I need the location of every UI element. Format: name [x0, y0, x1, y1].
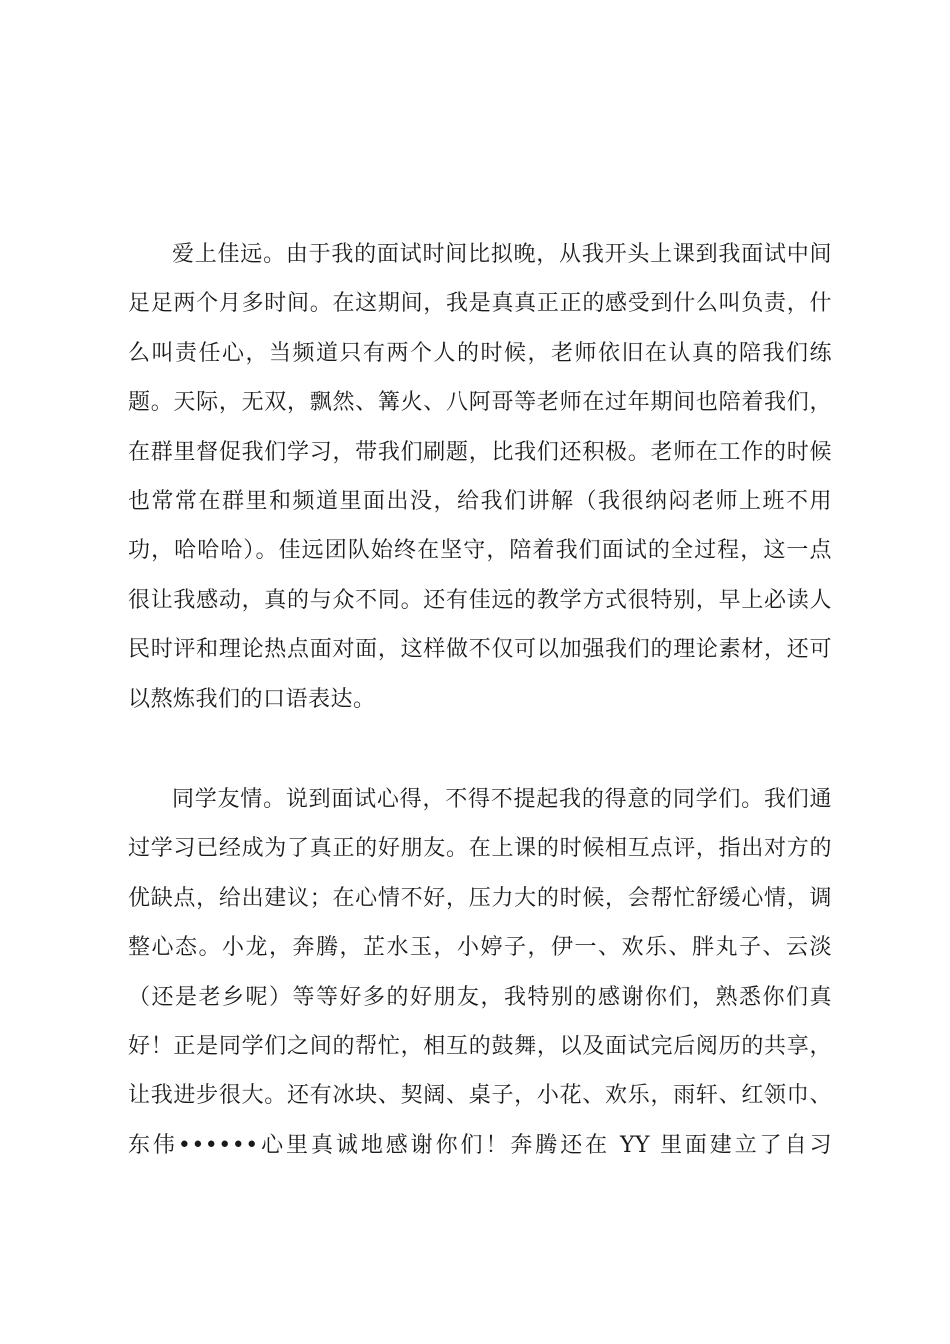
paragraph-1 — [128, 230, 832, 724]
paragraph-line: 整心态。小龙，奔腾，芷水玉，小婷子，伊一、欢乐、胖丸子、云淡 — [128, 935, 832, 961]
paragraph-line: 以熬炼我们的口语表达。 — [128, 686, 376, 712]
paragraph-line: 功，哈哈哈）。佳远团队始终在坚守，陪着我们面试的全过程，这一点 — [128, 538, 832, 564]
paragraph-line: 题。天际，无双，飘然、篝火、八阿哥等老师在过年期间也陪着我们， — [128, 390, 832, 416]
paragraph-line: 好！正是同学们之间的帮忙，相互的鼓舞，以及面试完后阅历的共享， — [128, 1033, 832, 1059]
paragraph-line: 在群里督促我们学习，带我们刷题，比我们还积极。老师在工作的时候 — [128, 439, 832, 465]
paragraph-line: （还是老乡呢）等等好多的好朋友，我特别的感谢你们，熟悉你们真 — [128, 984, 832, 1010]
paragraph-line: 让我进步很大。还有冰块、契阔、桌子，小花、欢乐，雨轩、红领巾、 — [128, 1083, 832, 1109]
paragraph-2 — [128, 775, 832, 1170]
paragraph-line: 民时评和理论热点面对面，这样做不仅可以加强我们的理论素材，还可 — [128, 637, 832, 663]
paragraph-line: 足足两个月多时间。在这期间，我是真真正正的感受到什么叫负责，什 — [128, 291, 832, 317]
paragraph-line: 东伟••••••心里真诚地感谢你们！奔腾还在 YY 里面建立了自习 — [128, 1132, 832, 1158]
paragraph-line: 同学友情。说到面试心得，不得不提起我的得意的同学们。我们通 — [172, 787, 832, 812]
paragraph-line: 过学习已经成为了真正的好朋友。在上课的时候相互点评，指出对方的 — [128, 836, 832, 862]
paragraph-line: 很让我感动，真的与众不同。还有佳远的教学方式很特别，早上必读人 — [128, 587, 832, 613]
paragraph-line: 也常常在群里和频道里面出没，给我们讲解（我很纳闷老师上班不用 — [128, 488, 832, 514]
paragraph-line: 爱上佳远。由于我的面试时间比拟晚，从我开头上课到我面试中间 — [172, 242, 832, 267]
paragraph-line: 么叫责任心，当频道只有两个人的时候，老师依旧在认真的陪我们练 — [128, 340, 832, 366]
paragraph-line: 优缺点，给出建议；在心情不好，压力大的时候，会帮忙舒缓心情，调 — [128, 885, 832, 911]
